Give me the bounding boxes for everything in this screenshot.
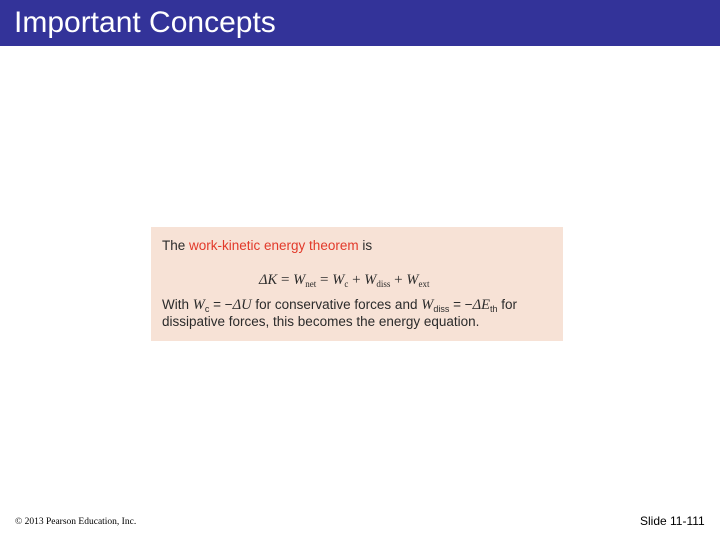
w-c: W xyxy=(332,272,345,288)
c-subscript-2: c xyxy=(204,304,210,314)
equals-sign-2: = xyxy=(316,272,333,288)
theorem-intro-line xyxy=(162,238,372,254)
ext-subscript: ext xyxy=(418,279,430,289)
delta-k: ΔK xyxy=(259,272,278,288)
diss-subscript: diss xyxy=(376,279,391,289)
w-diss-2: W xyxy=(421,297,434,313)
equals-negative-2: = − xyxy=(449,297,473,312)
copyright-notice: © 2013 Pearson Education, Inc. xyxy=(15,517,137,527)
for-text: for xyxy=(497,297,518,312)
w-diss: W xyxy=(364,272,377,288)
diss-subscript-2: diss xyxy=(433,304,450,314)
concept-box xyxy=(151,227,563,341)
w-c-2: W xyxy=(192,297,205,313)
work-kinetic-equation xyxy=(259,272,429,288)
equals-sign: = xyxy=(277,272,294,288)
w-net: W xyxy=(293,272,306,288)
conservative-line xyxy=(162,297,517,313)
title-bar xyxy=(0,0,720,46)
delta-e: ΔE xyxy=(472,297,490,313)
with-text: With xyxy=(162,297,193,312)
net-subscript: net xyxy=(305,279,317,289)
w-ext: W xyxy=(406,272,419,288)
intro-suffix: is xyxy=(358,238,373,253)
slide-title: Important Concepts xyxy=(14,6,276,39)
slide-number: Slide 11-111 xyxy=(640,514,705,528)
plus-sign-2: + xyxy=(390,272,407,288)
intro-prefix: The xyxy=(162,238,190,253)
c-subscript: c xyxy=(344,279,349,289)
dissipative-line: dissipative forces, this becomes the energy equation. xyxy=(162,314,480,329)
equals-negative: = − xyxy=(209,297,233,312)
theorem-name: work-kinetic energy theorem xyxy=(189,238,359,253)
delta-u: ΔU xyxy=(232,297,252,313)
th-subscript: th xyxy=(489,304,498,314)
conservative-text: for conservative forces and xyxy=(251,297,422,312)
plus-sign: + xyxy=(348,272,365,288)
